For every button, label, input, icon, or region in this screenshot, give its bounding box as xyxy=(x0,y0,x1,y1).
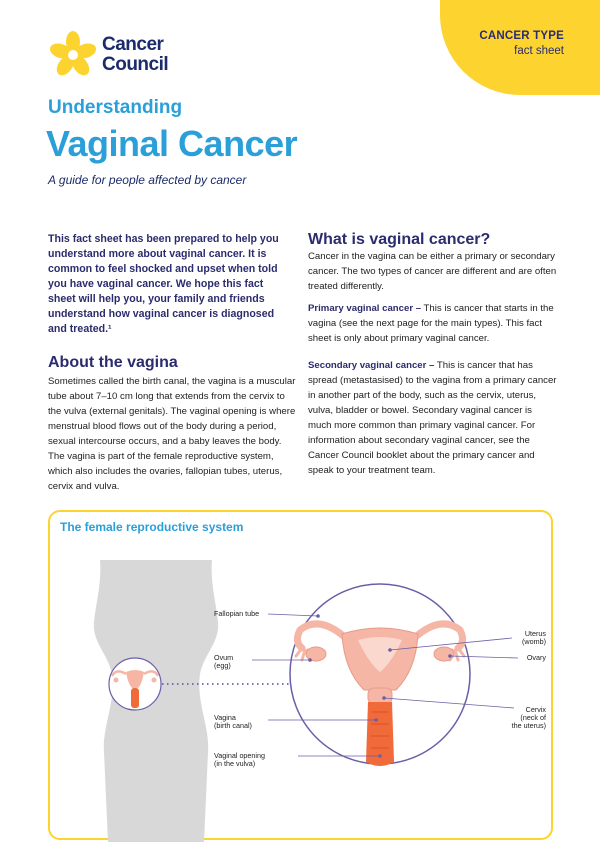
label-vaginal-opening: Vaginal opening (in the vulva) xyxy=(214,751,266,768)
logo-word-2: Council xyxy=(102,54,169,75)
secondary-text: This is cancer that has spread (metastasised) to the vagina from a primary cancer in another part of the body, such as the cervix, uterus, vulva, bladder or bowel. Secondary vaginal cancer is much more common than primary vaginal cancer. For information about secondary vaginal cancer, see the Cancer Council booklet about the primary cancer and speak to your treatment team. xyxy=(308,360,557,476)
small-ovary-left xyxy=(114,678,119,683)
what-paragraph-1: Cancer in the vagina can be either a primary or secondary cancer. The two types of cancer are different and are often treated differently. xyxy=(308,251,557,292)
label-fallopian-tube: Fallopian tube xyxy=(214,609,260,618)
uterus-dot xyxy=(388,648,392,652)
ovum-dot xyxy=(308,658,312,662)
label-ovum: Ovum (egg) xyxy=(214,653,234,670)
label-cervix: Cervix (neck of the uterus) xyxy=(511,705,546,730)
secondary-lead: Secondary vaginal cancer – xyxy=(308,360,435,371)
small-vagina xyxy=(131,688,139,708)
body-silhouette xyxy=(94,560,218,842)
secondary-paragraph xyxy=(308,358,558,478)
diagram-illustration xyxy=(50,512,555,842)
pre-title: Understanding xyxy=(48,97,183,118)
fact-sheet-label: fact sheet xyxy=(514,45,564,57)
fallopian-dot xyxy=(316,614,320,618)
fact-sheet-corner-tab xyxy=(440,0,600,95)
logo-word-1: Cancer xyxy=(102,34,164,55)
reproductive-system-diagram xyxy=(48,510,553,840)
fallopian-leader xyxy=(268,614,318,616)
primary-text: This is cancer that starts in the vagina (see the next page for the main types). This fact sheet is only about primary vaginal cancer. xyxy=(308,303,554,344)
diagram-title: The female reproductive system xyxy=(60,520,244,534)
label-uterus: Uterus (womb) xyxy=(522,629,546,646)
cancer-council-logo xyxy=(48,30,168,80)
primary-paragraph xyxy=(308,301,558,346)
intro-paragraph: This fact sheet has been prepared to help you understand more about vaginal cancer. It is common to feel shocked and upset when told you have vaginal cancer. We hope this fact sheet will help you, your family and friends understand how vaginal cancer is diagnosed and treated.¹ xyxy=(48,233,279,335)
cervix-dot xyxy=(382,696,386,700)
daffodil-icon xyxy=(48,30,98,80)
label-ovary: Ovary xyxy=(526,653,546,662)
label-vagina: Vagina (birth canal) xyxy=(214,713,252,730)
about-heading: About the vagina xyxy=(48,354,178,371)
page-subtitle: A guide for people affected by cancer xyxy=(48,173,247,187)
ovary-dot xyxy=(448,654,452,658)
vagina-dot xyxy=(374,718,378,722)
ovary-right xyxy=(434,647,454,661)
primary-lead: Primary vaginal cancer – xyxy=(308,303,422,314)
small-ovary-right xyxy=(152,678,157,683)
what-heading: What is vaginal cancer? xyxy=(308,231,491,248)
logo-wordmark xyxy=(102,35,168,75)
page-title: Vaginal Cancer xyxy=(46,123,298,164)
cervix-shape xyxy=(368,688,392,704)
cancer-type-label: CANCER TYPE xyxy=(479,30,564,42)
about-paragraph: Sometimes called the birth canal, the vagina is a muscular tube about 7–10 cm long that extends from the cervix to the vulva (external genitals). The vaginal opening is where menstrual blood flows out of the body during a period, sexual intercourse occurs, and a baby leaves the body. The vagina is part of the female reproductive system, which also includes the ovaries, fallopian tubes, uterus, cervix and vulva. xyxy=(48,376,296,492)
opening-dot xyxy=(378,754,382,758)
